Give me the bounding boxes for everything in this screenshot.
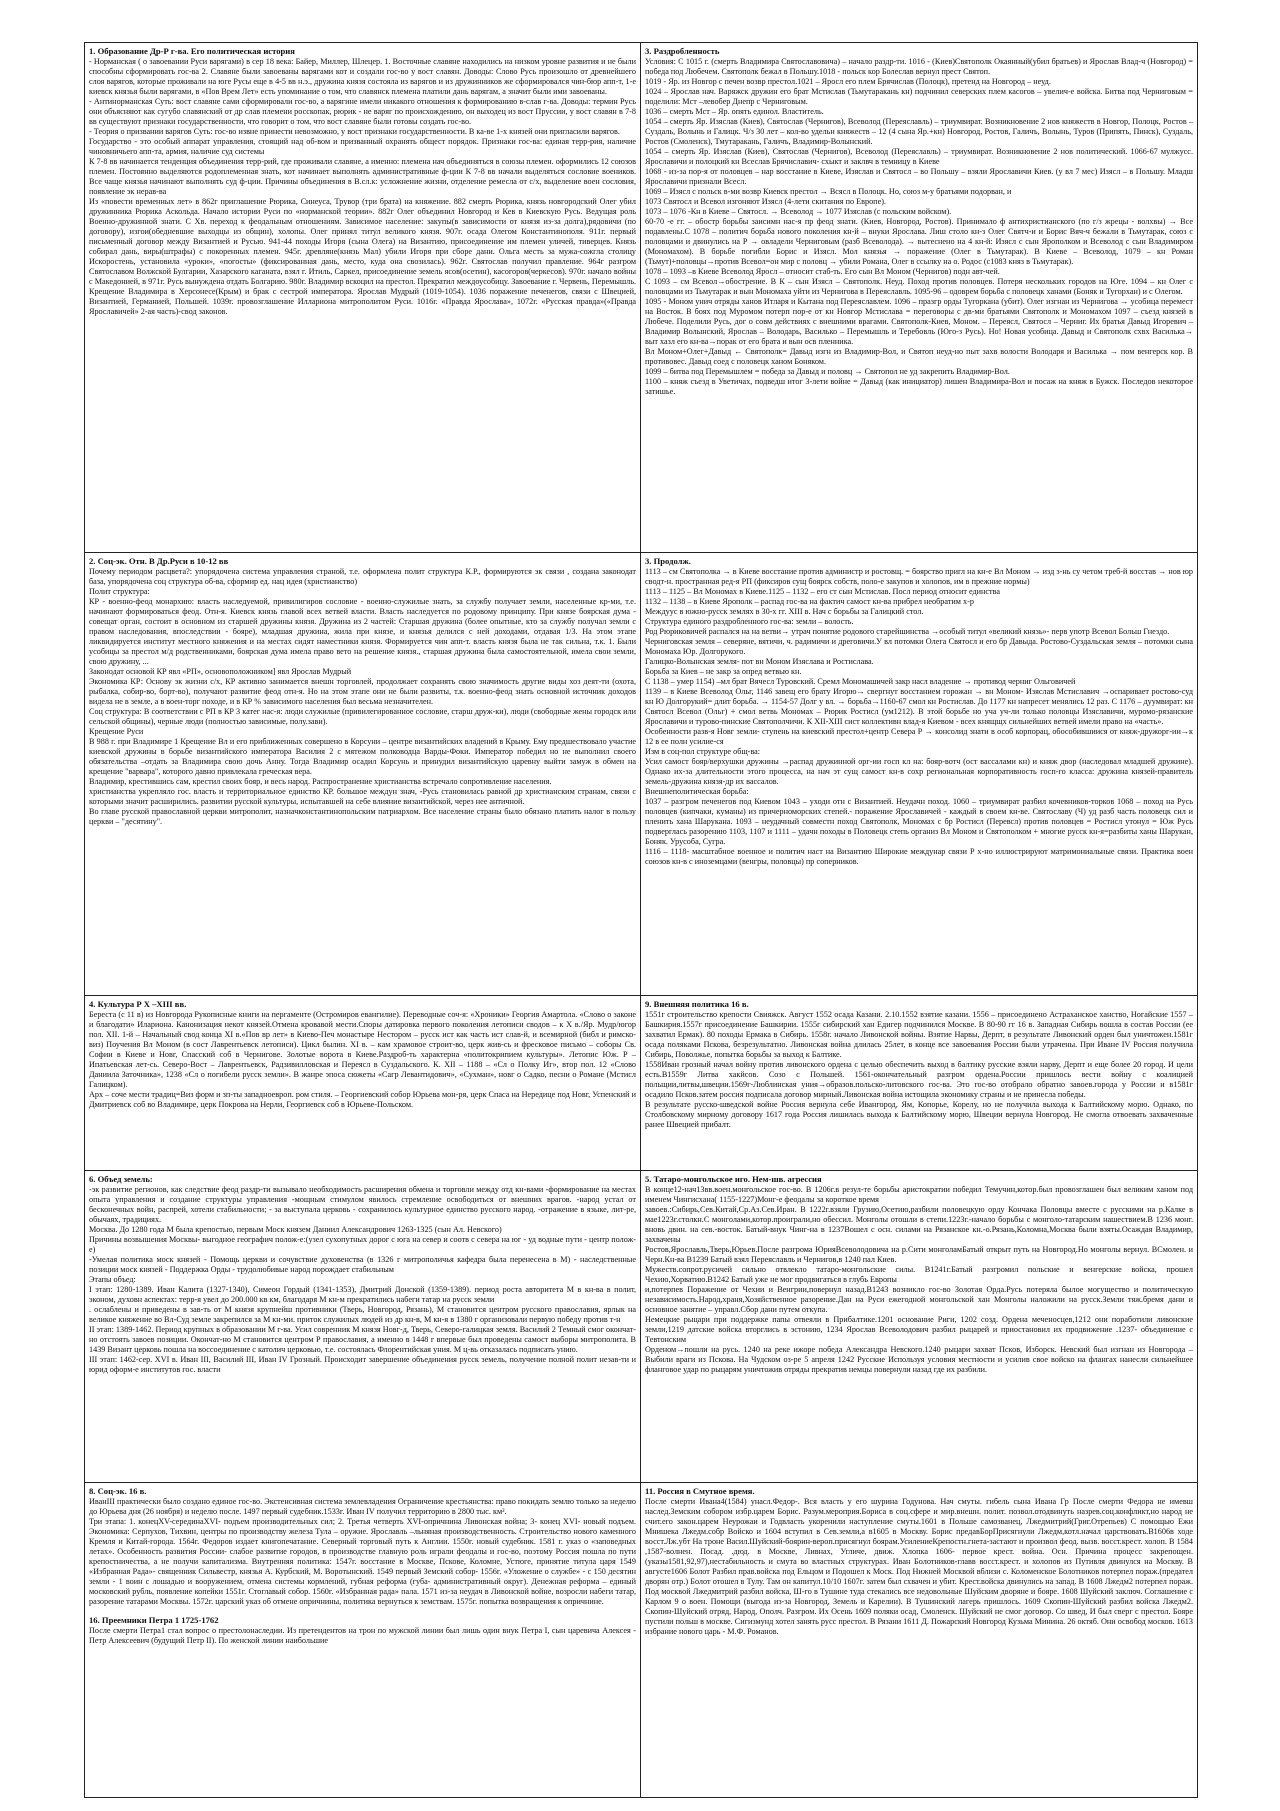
cell-title: 6. Объед земель: [89, 1174, 153, 1184]
paragraph: Условия: С 1015 г. (смерть Владимира Святославовича) – начало раздр-ти. 1016 - (Киев)Святополк Окаянный(убил братьев) и Ярослав Влад-ч (Новгород) = победа под Любечем. Святополк бежал в Польшу.1018 - польск кор Болеслав вернул прест Святоп. [645, 57, 1193, 77]
paragraph: Особенности разв-я Новг земли- ступень на киевский престол+центр Севера Р → консолид знати в особ корпорац, обособившиися от княж-дружорг-ии→к 12 в ее полн усилие-ся [645, 727, 1193, 747]
paragraph: Борьба за Киев – не закр за опред ветвью кн. [645, 667, 802, 677]
paragraph: В конце12-нач13вв.воен.монгольское гос-во. В 1206г.в резул-те борьбы аристократии победил Темучин,котор.был провозглашен был великим ханом под именем Чингисхана( 1155-1227)Монг-е феодалы за короткое время [645, 1185, 1193, 1205]
paragraph: Структура единого раздробленного гос-ва: земли – волость. [645, 617, 854, 627]
paragraph: 1551г строительство крепости Свияжск. Август 1552 осада Казани. 2.10.1552 взятие казани. 1556 – присоединено Астраханское ханство, Ногайские 1557 –Башкирия.1557г присоединение Башкирии. 1555г сибирский хан Едигер подчинился Москве. В 80-90 гг 16 в. Западная Сибирь вошла в состав России (ее захватил Ермак). 80 походы Ермака в Сибирь. 1558г. начало Ливонской войны. Взятие Нарвы, Дерпт, в результате Ливонский орден был уничтожен.1581г осада поляками Пскова, безрезультатно. Ливонская война длилась 25лет, в конце все завоевания России были утрачены. При Иване IV Россия получила Сибирь, Поволжье, попытка борьбы за выход к Балтике. [645, 1010, 1193, 1060]
paragraph: . ослаблены и приведены в зав-ть от М князя крупнейш противники (Тверь, Новгород, Рязань), М становится центром русского православия, ярлык на великое княжение во Вл-Суд земле закрепился за М кн-ми. приток служилых людей из др кн-в, М кн-я в 1380 г организовали первую победу против т-н [89, 1305, 636, 1325]
paragraph: Изм в соц-пол структуре общ-ва: [645, 747, 761, 757]
paragraph: Москва. До 1280 года М была крепостью, первым Моск князем Даниил Александрович 1263-1325 (сын Ал. Невского) [89, 1225, 502, 1235]
paragraph: 1036 – смерть Мст – Яр. опять единол. Властитель. [645, 107, 824, 117]
paragraph: -эк развитие регионов, как следствие феод раздр-ти вызывало необходимость расширения обмена и торговли между отд кн-вами -формирование на местах опыта управления и создание структуры управления -мощным стимулом явилось стремление освободиться от внешних врагов. -народ устал от бесконечных войн, распрей, хотели стабильности; - за выступала церковь - сохранилось культурное единство русского народ. -отражение в языке, лит-ре, обычаях, традициях. [89, 1185, 636, 1225]
paragraph: 1024 – Ярослав нач. Варяжск дружин его брат Мстислав (Тьмутаракань кн) подчинил северских плем касогов – увелич-е войска. Битва под Черниговым = поделили: Мст –левобер Днепр с Черниговым. [645, 87, 1193, 107]
paragraph: 1558Иван грозный начал войну против ливонского ордена с целью обеспечить выход в балтику русские взяли нарву, Дерпт и еще более 20 город. И цели есть.В1559г Литва хакйсов. Созо с Польшей. 1561-окончательный разгром ордена.России пришлось вести войну с коалицией польщии,литвы,швеции.1569г-Люблинская уния→образов.польско-литовского гос-ва. Это гос-во отобрало обратно завоев.города у России и в1581г осадило Псков.затем россия подписала договор мирный.Ливонская война истощила экономику страны и не принесла победы. [645, 1060, 1193, 1100]
paragraph: - Антинорманская Суть: вост славяне сами сформировали гос-во, а варягине имели никакого отношения к формированию в-слав г-ва. Доводы: термин Русь они объясняют как сугубо славянский от др слав племени росскопак, рюрик - не варяг по происхождению, он выходец из вост Пруссии, у вост славян в 7-8 вв существуют признаки государственности, что говорит о том, что вост славяне были готовы создать гос-во. [89, 97, 636, 127]
paragraph: Владимир, крестившись сам, крестил своих бояр, и весь народ. Распространение христианства встречало сопротивление населения. [89, 777, 552, 787]
paragraph: Черниговская земля – северяне, вятичи, ч. радимичи и дреговичи.У вл потомки Олега Святосл и его бр Давыда. Ростово-Суздальская земля – потомки сына Мономаха Юр. Долгорукого. [645, 637, 1193, 657]
paragraph: Соц структура: В соответствии с РП в КР 3 катег нас-я: люди служилые (привилегированное сословие, старш друж-ки), люди (свободные жены городск или сельской общины), черные люди (полностью зависимые, полу.зави). [89, 707, 636, 727]
paragraph: III этап: 1462-сер. XVI в. Иван III, Василий III, Иван IV Грозный. Происходит завершение объединения русск земель, получение полной полит незав-ти и юрид оформ-е институтов гос. власти [89, 1355, 636, 1375]
cell-socio-economic-16c [85, 1483, 641, 1797]
paragraph: После смерти Ивана4(1584) унасл.Федор-. Вся власть у его шурина Годунова. Нач смуты. гибель сына Ивана Гр После смерти Федора не имевш наслед.Земским собором избр.царем Борис. Разум.мероприя.Бориса в соц.сфере и мир.внешн. полит. позвол.отодвинуть назрев.соц.конфликт,но народ не счит.его закон.царем Неурожаи и Годвласть укоренили наступление смуты.1601 в Польше самозванец, Лжедмитрий(Григ.Отрепьев) С помощью Ежи Мнишека Лжедм.собр Войско и 1604 вступил в Сев.земли,а в1605 в Москву. Борис предавБорПрисягнули Лжедм,котл.начал царствовать.В1606в ходе восст.Лж.убт На троне Васил.Шуйский-боярин-вероп.присягнул боярам.УсилениеКрепостн.гнета-застают и произвол феод. вызв. восст.крест. холоп. В 1584 ,1587-волнен. Посад. .дюд. в Москве, Ливнах, Угличе, движ. Хлопка 1606- первое крест. война. Осн. Причина процесс закрепощен.(указы1581,92,97),нестабильность и смута во властных структурах. Иван Болотников-главв восст.крест. и холопов из Путивля двинулся на Москву. В августе1606 Болот Разбил прав.войска под Ельцом и Подошел к Моск. Под Нижней Москвой вблизи с. Коломенское Болотников потерпел пораж.(предател дворян отр.) Болот отошел в Тулу. Там он капитул.10/10 1607г. затем был схвачен и убит. Крест.войска двинулись на запад. В 1608 Лжедм2 потерпел пораж. Под москвой Лжедмитрий разбил войска, Ш-го в Тушине туда стекались все недовольные Шуйским дворяне и бояре. 1608 Шуйский заключ. Соглашение с Карлом 9 о воен. Помощи (выгода из-за Новгород, Земель и Карелии). В Тушинский лагерь пришлось. 1609 Скопин-Шуйский разбил войска Лжедм2. Скопин-Шуйский отряд, Народ, Ополч. Разгром. Их Осень 1609 поляки осад, Смоленск. Шуйский не смог договор. Со швед, И был сверг с престол. Бояре пустили польш в москве. Сигизмунд хотел занять русс престол. В Рязани 1611 Д. Пожарский Новгород Кузьма Минина. 26 октяб. Они освобод москов. 1613 избрание нового царь - М.Ф. Романов. [645, 1497, 1193, 1637]
paragraph: Немецкие рыцари при поддержке папы отвеяли в Прибалтике.1201 основание Риги, 1202 созд. Ордена меченосцев,1212 они поработили ливонские земли,1219 датские войска вторглись в эстонию, 1234 Ярослав Всеволодович разбил рыцарей и приостановил их продвижение .1237- объединение с Тевтонским [645, 1315, 1193, 1345]
cell-fragmentation [641, 43, 1197, 553]
paragraph: В 988 г. при Владимире 1 Крещение Вл и его приближенных совершено в Корсуни – центре византийских владений в Крыму. Ему предшествовало участие киевской дружины в борьбе византийского императора Василия 2 с мятежом полководца Варды-Фоки. Император победил но не выполнил своего обязательства –отдать за Владимира свою дочь Анну. Тогда Владимир осадил Корсунь и принудил византийскую царевну выйти замуж в обмен на крещение "варвара", которого давно привлекала греческая вера. [89, 737, 636, 777]
paragraph: 1095 - Моном унич отряды ханов Итларя и Кытана под Переяславлем. 1096 – празгр орды Тугоркана (убит). Олег изгнан из Чернигова → усобица перемест на Восток. В боях под Муромом потерп пор-е от кн Новгор Мстислава = переговоры с дв-ми братьями Святополк и Мономахом 1097 – съезд князей в Любече. Поделили Русь, дог о совм действиях с внешними врагами. Святополк-Киев, Моном. – Переясл, Святосл – Черниг. Их братья Давыд Игоревич – Владимир Волынский, Ярослав – Володарь, Василько – Перемышль и Теребовль (Юго-з Русь). Но! Новая усобица. Давыд и Святополк схвх Василька→ выт хазл его кн-ва→порак от его брата и вын осв пленника. [645, 297, 1193, 347]
paragraph: 1073 – 1076 -Кн в Киеве – Святосл. → Всеволод → 1077 Изяслав (с польским войском). [645, 207, 952, 217]
paragraph: После смерти Петра1 стал вопрос о престолонаследии. Из претендентов на трон по мужской линии был лишь один внук Петра I, сын царевича Алексея - Петр Алексеевич (будущий Петр II). По женской линии наибольшие [89, 1625, 636, 1645]
cell-foreign-policy-16c [641, 996, 1197, 1171]
paragraph: Междуус в южно-русск землях в 30-х гг. XIII в. Нач с борьбы за Галицкий стол. [645, 607, 924, 617]
paragraph: -Умелая политика моск князей - Помощь церкви и сочувствие духовенства (в 1326 г митрополичья кафедра была перенесена в М) - наследственные позиции моск князей - Поддержка Орды - трудолюбивые народ порождает стабильным [89, 1255, 636, 1275]
paragraph: Береста (с 11 в) из Новгорода Рукописные книги на пергаменте (Остромиров евангилие). Переводные соч-я: «Хроники» Георгия Амартола. «Слово о законе и благодати» Илариона. Канонизация некот князей.Отмена кровавой мести.Споры датировка первого поколения летописи сводов – к Х в./Яр. Мудр/югор пол. XII. 1-й – Начальный свод конца XI в.«Пов вр лет» в Киево-Печ монастыре Нестором – русск ист как часть ист слав-й, и всемирной (библ и римско-виз) Поучения Вл Моном (в сост Лаврентьевск летописи). Цикл былин. XI в. – кам храмовое строит-во, церк жив-сь и фресковое письмо – соборы Св. Софии в Киеве и Новг, Спасский соб в Чернигове. Золотые ворота в Киеве.Раздроб-ть характерна «политокрипием культуры». Летопис Юж. Р – Ипатьевская лет-сь. Северо-Вост – Лаврентьевск, Радзивилловская и Переясл в Суздальского. К. XII – 1188 – «Сл о Полку Иг», втор пол. 12 «Слово Даниила Заточника», 1238 «Сл о погибели русск земли». В жанре эпоса сюжеты «Сагр Левантидович», «Сухман», новг о Садко, песни о Романе (Мстисл Галицком). [89, 1010, 636, 1090]
paragraph: 1100 – княж съезд в Уветичах, подведш итог 3-лети войне = Давыд (как инициатор) лишен Владимира-Вол и посаж на княж в Бужск. Последов некоторое затишье. [645, 377, 1193, 397]
paragraph: 1054 – смерть Яр. Изяслав (Киев), Святослав (Чернигов), Всеволод (Переяславль) – триумвират. Возникновение 2 нов княжеств в Новгор, Полоцк, Ростов –Суздаль, Волынь и Галицк. Ч/з 30 лет – кол-во удельн княжеств – 12 (4 сына Яр.+кн) Новгород, Ростов, Галичъ, Волынь, Туров (Припять, Пинск), Суздаль, Ростов (Смоленск), Тмутаракань, Галичъ, Владимир-Волынский. [645, 117, 1193, 147]
paragraph: Государство - это особый аппарат управления, стоящий над об-вом и призванный охранять общест порядок. Признаки гос-ва: единая терр-рия, наличие чиновничьего апп-та, армия, наличие суд системы [89, 137, 636, 157]
paragraph: К 7-8 вв начинается тенденция объединения терр-рий, где проживали славяне, а именно: племена нач объединяться в союзы племен. оформились 12 союзов племен. Постоянно выделяются родоплеменная знать, кот начинает выполнять административные ф-ции К 7-8 вв начали выделяться сословие воеников. Все чаще князья начинают выполнять суд ф-ции. Причины объединения в В.сл.к: усложнение жизни, отделение ремесла от с/х, выделение воен сословия, появление эк нерав-ва [89, 157, 636, 197]
cell-title: 11. Россия в Смутное время. [645, 1486, 755, 1496]
cell-title: 9. Внешняя политика 16 в. [645, 999, 749, 1009]
paragraph: Законодат основой КР явл «РП», основоположником] явл Ярослав Мудрый [89, 667, 352, 677]
paragraph: II этап: 1389-1462. Период крупных в образовании М г-ва. Усил совренник М князя Новг-д, Тверь, Северо-галицкая земля. Василий 2 Темный смог окончат-но отстоять завоев позиции. Окончат-но М становится центром Р православия, а именно в 1448 г впервые был проведены самост выборы митрополита. В 1439 Визант церковь пошла на воссоединение с католич церковью, т.е. состоялась Флорентийская уния. М ц-вь отказалась подписать унию. [89, 1325, 636, 1355]
paragraph: В результате русско-шведской войне Россия вернула себе Ивангород, Ям, Копорье, Корелу, но не получила выхода к Балтийскому морю. Однако, по Столбовскому мирному договору 1617 года Россия лишилась выхода к Балтийскому морю, Швеции вернула Новгород. Не смогла отвоевать захваченные ранее Швецией прибалт. [645, 1100, 1193, 1130]
cell-title: 2. Соц-эк. Отн. В Др.Руси в 10-12 вв [89, 556, 229, 566]
paragraph: 1113 – 1125 – Вл Мономах в Киеве.1125 – 1132 – его ст сын Мстислав. Посл период относит единства [645, 587, 1001, 597]
paragraph: 1068 - из-за пор-я от половцев – нар восстание в Киеве, Изяслав и Святосл – во Польшу – взяли Ярославичи Киев. (у вл 7 мес) Изясл – в Польшу. Младш Ярославичи признали Всесл. [645, 167, 1193, 187]
paragraph: Во главе русской православной церкви митрополит, назначконстантинопольским патриархом. Все население страны было обязано платить налог в пользу церкви – "десятину". [89, 807, 636, 827]
cell-unification-of-lands [85, 1171, 641, 1483]
paragraph: Полит структура: [89, 587, 150, 597]
paragraph: христианства укрепляло гос. власть и территориальное единство КР. большое междун знач, -Русь становилась равной др христианским странам, связи с которыми значит расширились. развитии русской культуры, испытавшей на себе влияние византийской, через нее античной. [89, 787, 636, 807]
paragraph: завоев.:Сибирь,Сев.Китай,Ср.Аз.Сев.Иран. В 1222г.взяли Грузию,Осетию,разбили половецкую орду Кончака Половцы вместе с русскими на р.Калке в мае1223г.столкн.С монголами,котор.проиграли,но обессил. Монголы отошли в степи.1223г.-начало борьбы с монголо-татарским нашествием.В 1236 монг. вновь двин. на сев.-восток. Батый-внук Чинг-на в 1237Вошел с осн. силами на Рязанское кн.-о.Рязань,Коломна,Москва были взяты.Осаждая Владимир, захвачены [645, 1205, 1193, 1245]
cell-culture-10-13c [85, 996, 641, 1171]
paragraph: 1116 – 1118- масштабное военное и политич наст на Византию Широкие междунар связи Р х-но иллюстрируют матримониальные связи. Практика воен союзов кн-в с иноземцами (венгры, половцы) пр соперников. [645, 847, 1193, 867]
paragraph: и,потерпев Поражение от Чехии и Венгрии,повернул назад.В1243 возникло гос-во Золотая Орда.Русь потеряла былое могущество и политическую независимость.Народ,храня,Хозяйственное разорение.Дан на Руси ежегодной монгольской хан Монголы наложили на русск.Земли тяж.бремя дани и основное занятие – управл.Сбор дани путем откупа. [645, 1285, 1193, 1315]
paragraph: 1037 – разгром печенегов под Киевом 1043 – уходи отн с Византией. Неудачн поход. 1060 – триумвират разбил кочевников-торков 1068 – поход на Русь половцев (кипчаки, куманы) из причерноморских степей.- поражение Ярославичей - каждый в своем кн-ве. Святославу (Ч) уд разб часть половецк сил и пленить хана Шарукана. 1093 – неудачный совместн поход Святополк, Мономах с бр Ростисл (Перевсл) против половцев = Ростисл утонул = Юж Русь подверглась разорению 1103, 1107 и 1111 – удачн походы в Половецк степь организ Вл Моном и Святополком + многие русск кн-я=разбиты ханы Шарукан, Боняк. Урусоба, Сугра. [645, 797, 1193, 847]
paragraph: С 1138 – умер 1154) –мл брат Вячесл Туровский. Сремл Мономашичей закр насл владение → противод черниг Ольговичей [645, 677, 1076, 687]
cell-fragmentation-continued [641, 553, 1197, 996]
paragraph: - Норманская ( о завоевании Руси варягами) в сер 18 века: Байер, Миллер, Шлецер. 1. Восточные славяне находились на низком уровне развития и не были способны сформировать гос-ва 2. Славяне были завоеваны варягами кот и создали гос-во у вост славян. Доводы: Слово Русь произошло от древнейшего слоя варягов, которые проживали на юге Русы еще в 4-5 вв н.э., дружина князя состояла из варягов и из дружинников же сформировался чин-бюр апп-т, 1-е киевск князья были варягами, в «Пов Врем Лет» есть упоминание о том, что славянск племена платили дань варягам, а значит были ими завоеваны. [89, 57, 636, 97]
paragraph: 1069 – Изясл с польск в-ми возвр Киевск престол → Всясл в Полоцк. Но, союз м-у братьями подорван, и [645, 187, 1012, 197]
cell-title: 4. Культура Р Х –XIII вв. [89, 999, 187, 1009]
cell-title: 8. Соц-эк. 16 в. [89, 1486, 147, 1496]
cell-title: 5. Татаро-монгольское иго. Нем-шв. агрессия [645, 1174, 822, 1184]
paragraph: Вл Моном+Олег+Давыд ← Святополк= Давыд изгн из Владимир-Вол, и Святоп неуд-но пыт захв волости Володаря и Василька → пом венгерск кор. В противовес. Давыд соед с половецк ханом Боняком. [645, 347, 1193, 367]
paragraph: I этап: 1280-1389. Иван Калита (1327-1340), Симеон Гордый (1341-1353), Дмитрий Донской (1359-1389). период роста авторитета М в кн-ва в полит, эконом, духовн аспектах: терр-я увел до 200.000 кв км, благодаря М кн-м прекратились набеги татар на русск земли [89, 1285, 636, 1305]
paragraph: Из «повести временных лет» в 862г приглашение Рюрика, Синеуса, Трувор (три брата) на княжение. 882 смерть Рюрика, князь новгородский Олег убил дружинника Рюрика Аскольда. Начало истории Руси по «норманской теории». 882г Олег объединил Новгород и Кев в Киевскую Русь. Ведущая роль Военно-дружинной знати. С Хв. переход к феодальным отношениям. Зависимое население: закупы(в зависимости от князя из-за долга),рядовичи (по договору), изгои(обедневшие выходцы из общин), холопы. Олег принял титул великого князя. 907г. осада Олегом Константинополя. 911г. первый письменный договор между Византией и Русью. 941-44 походы Игоря (сына Олега) на Византию, присоединение им племен уличей, тиверцев. Князь собирал дань, виры(штрафы) с покоренных племен. 945г. древляне(князь Мал) убили Игоря при сборе дани. Ольга месть за мужа-сожгла столицу Искоростень, установила «уроки», «погосты» (фиксированная дань, место, куда она свозилась). 962г. Святослав получил правление. 964г разгром Святославом Волжской Булгарии, Хазарского каганата, взял г. Итиль, Саркел, присоединение земель ясов(осетин), касогоров(черкесов). 970г. начало войны с Македонией, в 971г. Русь вынуждена отдать Болгарию. 980г. Владимир вскоцил на престол. Прекратил междоусобицу. Завоевание г. Червень, Перемышль. Крещение Владимира в Херсонесе(Крым) и брак с сестрой императора. Ярослав Мудрый (1019-1054). 1036 поражение печенегов, связи с Швецией, Византией, Германией, Польшей. 1039г. провозглашение Иллариона митрополитом Руси. 1016г. «Правда Ярослава», 1072г. «Русская правда»(«Правда Ярославичей» 2-ая часть)-свод законов. [89, 197, 636, 317]
paragraph: 1073 Святосл и Всевол изгоняют Изясл (4-лети скитания по Европе). [645, 197, 886, 207]
paragraph: 1132 – 1138 – в Киеве Ярополк – распад гос-ва на фактич самост кн-ва прибрел необратим х-р [645, 597, 974, 607]
paragraph: Мужеств.сопрот.русичей сильно отвлекло татаро-монгольские силы. В1241г.Батый разгромил польские и венгерские войска, прошел Чехию,Хорватию.В1242 Батый уже не мог продвигаться в глубь Европы [645, 1265, 1193, 1285]
paragraph: 1139 – в Киеве Всеволод Ольг, 1146 завещ его брату Игорю→ свергнут восстанием горожан → вн Моном- Изяслав Мстиславич →оспаривает ростово-суд кн Ю Долгорукий= длит борьба. → 1154-57 Долг у вл. → борьба→1160-67 смол кн Ростислав. До 1177 кн напресет менялись 12 раз. С 1176 – дуумвират: кн Святосл Всевол (Ольг) + смол ветвь Мономах – Рюрик Ростисл (ум1212). В этой борьбе но уча уч-ли только половцы Изяславичи, муромо-рязанские Ярославичи и турово-пинские Святополчичи. К XII-XIII сист коллективн влад-я Киевом - всех княщщх сильнейших ветвей имели право на «часть». [645, 687, 1193, 727]
paragraph: Орденом→пошли на русь. 1240 на реке ижоре победа Александра Невского.1240 рыцари захват Псков, Изборск. Невский был изгнан из Новгорода – Выбили враги из Пскова. На Чудском оз-ре 5 апреля 1242 Русские Используя условия местности и усилив свое войско на флангах нанесли сильнейшее фланговое удар по рыцарям уничтожив отряды прекратив немцы повернули назад где их разбили. [645, 1345, 1193, 1375]
cell-tatar-mongol-yoke [641, 1171, 1197, 1483]
cell-subtitle: 16. Преемники Петра 1 1725-1762 [89, 1615, 219, 1626]
paragraph: 1019 - Яр. из Новгор с печен возвр престол.1021 – Яросл его плем Брячислав (Полоцк), претенд на Новгород – неуд. [645, 77, 1051, 87]
cell-socio-economic-10-12c [85, 553, 641, 996]
paragraph: Род Рюриковичей распался на на ветви→ утрач понятие родового старейшинства →особый титул «великий князь»- перв употр Всевол Больш Гнездо. [645, 627, 1170, 637]
paragraph: ИванIII практически было создано единое гос-во. Экстенсивная система землевладения Ограничение крестьянства: право покидать землю только за неделю до Юрьева дня (26 ноября) и неделю после. 1497 первый судебник.1533г. Иван IV получил территорию в 2800 тыс. км². [89, 1497, 636, 1517]
paragraph: Этапы объед: [89, 1275, 136, 1285]
document-sheet [84, 42, 1198, 1798]
paragraph: Экономика КР: Основу эк жизни с/х, КР активно занимается внешн торговлей, продолжает сохранять свою значимость другие виды хоз деят-ти (охота, рыбалка, собир-во, борт-во), получают развитие феод отн-я. Но на этом этапе они не были развиты, т.к. военно-феод знать основной источник доходов видела не в земле, а в воен-торг походе, и в КР % зависимого населения был весьма незначителен. [89, 677, 636, 707]
cell-title: 3. Продолж. [645, 556, 691, 566]
cell-formation-of-old-rus-state [85, 43, 641, 553]
paragraph: 1078 – 1093 –в Киеве Всеволод Яросл – относит стаб-ть. Его сын Вл Моном (Чернигов) подн авт-чей. [645, 267, 1000, 277]
notes-grid [85, 43, 1197, 1797]
paragraph: Ростов,Ярославль,Тверь,Юрьев.После разгрома ЮрияВсеволодовича на р.Сити монголамБатый открыт путь на Новгород.Но монголы вернул. ВСмолен. и Черн.Кн-ва В1239 Батый взял Переяславль и Чернигов,в 1240 пал Киев. [645, 1245, 1193, 1265]
paragraph: Усил самост бояр/верхушки дружины →распад дружинной орг-ии госп кл на: бояр-вотч (ост вассалами кн) и княж двор (наследовал младшей дружине). Однако их-за длительности этого процесса, на нач эт сущ самост кн-в сохр региональная корпоративность госп-го класса: дружина князей-правитель земель-дружина князя-др их вассалов. [645, 757, 1193, 787]
paragraph: Арх – соче мести традиц=Виз форм и зп-ты западноевроп. ром стиля. – Георгиевский собор Юрьева мон-ря, церк Спаса на Нередице под Новг, Успенский и Дмитриевск соб во Владимире, церк Покрова на Нерли, Георгиевск соб в Юрьеве-Польском. [89, 1090, 636, 1110]
cell-title: 3. Раздробленность [645, 46, 720, 56]
paragraph: Внешнеполитическая борьба: [645, 787, 749, 797]
paragraph: 1054 – смерть Яр. Изяслав (Киев), Святослав (Чернигов), Всеволод (Переяславль) – триумвират. Возникновение 2 нов политический. 1066-67 мулжусс. Ярославичи и полоцкий кн Всеслав Брячиславич- схыкт и заклвч в темницу в Киеве [645, 147, 1193, 167]
paragraph: Почему периодом расцвета?: упорядочена система управления страной, т.е. оформлена полит структура К.Р., формируются эк связи , создана законодат база, упорядочена соц структура об-ва, сформир ед. нац идея (христианство) [89, 567, 636, 587]
paragraph: 1099 – битва под Перемышлем = победа за Давыд и половц → Святопол не уд закрепить Владимир-Вол. [645, 367, 1010, 377]
paragraph: Три этапа: 1. конецXV-серединаXVI- подъем производительных сил; 2. Третья четверть XVI-опричнина Ливонская война; 3- конец XVI- новый подъем. Экономика: Серпухов, Тихвин, центры по производству железа Тула – оружие. Ярославль –льняная производственность. Строительство нового каменного Кремля и Китай-города. 1564г. Федоров издает книгопечатание. Северный торговый путь к Англии. 1550г. новый судебник. 1581 г. указ о «заповедных летах». Особенность развития России- слабое развитие городов, в производстве главную роль играли феодалы и гос-во, поэтому Россия пошла по пути крепостничества, а не получи капитализма. Внутренняя политика: 1547г. восстание в Москве, Пскове, Коломне, Устюге, принятие титула царя 1549 «Избранная Рада»- священник Сильвестр, князья А. Курбский, М. Воротынский. 1549 первый Земский собор- 1556г. «Уложение о службе» - с 150 десятин земли - 1 воин с лошадью и вооружением, отмена системы кормлений, губная реформа (губа- административный округ). Денежная реформа – единый московский рубль, появление копейки 1551г. Стоглавый собор. 1560г. «Избранная рада» пала. 1571 из-за неудач в Ливонской войне, возросли набеги татар, разорение татарами Москвы. 1572г. царский указ об отмене опричнины, политика вернуться к земствам. 1575г. попытка возвращения к опричнине. [89, 1517, 636, 1607]
paragraph: - Теория о призвании варягов Суть: гос-во извне принести невозможно, у вост признаки государственности. В ка-ве 1-х князей они пригласили варягов. [89, 127, 620, 137]
cell-title: 1. Образование Др-Р г-ва. Его политическая история [89, 46, 295, 56]
paragraph: С 1093 – см Всевол→обострение. В К – сын Изясл – Святополк. Неуд. Поход против половцев. Потеря нескольких городов на Юге. 1094 – кн Олег с половцами из Тьмутарак и вын Мономаха уйти из Чернигова в Переяславль. 1095-96 – одоврем борьба с половецк ханами (Боняк и Тугорхан) и с Олегом. [645, 277, 1193, 297]
paragraph: 1113 – см Святополка → в Киеве восстание против администр и ростовщ. = боярство пригл на кн-е Вл Моном → изд з-нь су четом треб-й восстав → нов юр сводт-н. пространная ред-я РП (фиксиров сущ боярск собств, поло-е закупов и холопов, им в прежние нормы) [645, 567, 1193, 587]
cell-time-of-troubles [641, 1483, 1197, 1797]
paragraph: 60-70 -е гг. – обостр борьбы заисимн нас-я пр феод знати. (Киев, Новгород, Ростов). Принимало ф антихристианского (по г/з жрецы - волхвы) → Все подавлены.С 1078 – политич борьба нового поколения кн-й – внуки Ярослава. Лиш столо кн-з Олег Святч-и и Борис Вяч-ч бежали в Тьмутарак, союз с половцами и двинулись на Р → овладели Черниговым (разб Всеволода). → вытеснено на 4 кн-й: Изясл с сын Ярополком и Всеволод с сын Владимиром (Мономахом). В борьбе погибли Борис и Изясл. Мол князья → поражение (Олег в Тьмутарак). В Киеве – Всеволод, 1079 – кн Роман (Тьмут)+половцы→против Всевол=он мир с половц → убили Романа, Олег в ссылку на о. Родос (c1083 княз в Тьмутарак). [645, 217, 1193, 267]
paragraph: КР - военно-феод монархию: власть наследуемой, привилигиров сословие - военно-служилые знать, за службу получает земли, населенные кр-ми, т.е. начинают формироваться феод. Отн-я. Киевск князь главой всех ветвей власти. Власть наследуется по родовому принципу. При князе боярская дума - совещат орган, состоит в основном из старшей дружины князя. Дружина из 2 частей: Старшая дружина (более опытные, кто за службу получал земли с правом наследования, впоследствии - бояре), младшая дружина, жила при князе, и князья делился с ней доходами, отдавая 1/3. На этом этапе ликвидируется институт местного княжения и на местах сидят наместники князя. Формируется чин апп-т. власть князя была не так сильна, т.к. 1. Были усобицы за престол м/д родственниками, боярская дума имела право вето на решение князя., старшая дружина была самостоятельной, имела свои земли, свою дружину, ... [89, 597, 636, 667]
paragraph: Крещение Руси [89, 727, 144, 737]
paragraph: Галицко-Волынская земля- пот вн Моном Изяслава и Ростислава. [645, 657, 874, 667]
paragraph: Причины возвышения Москвы- выгодное географич полож-е:(узел сухопутных дорог с юга на север и соотв с севера на юг - уд водные пути - центр полож-е) [89, 1235, 636, 1255]
